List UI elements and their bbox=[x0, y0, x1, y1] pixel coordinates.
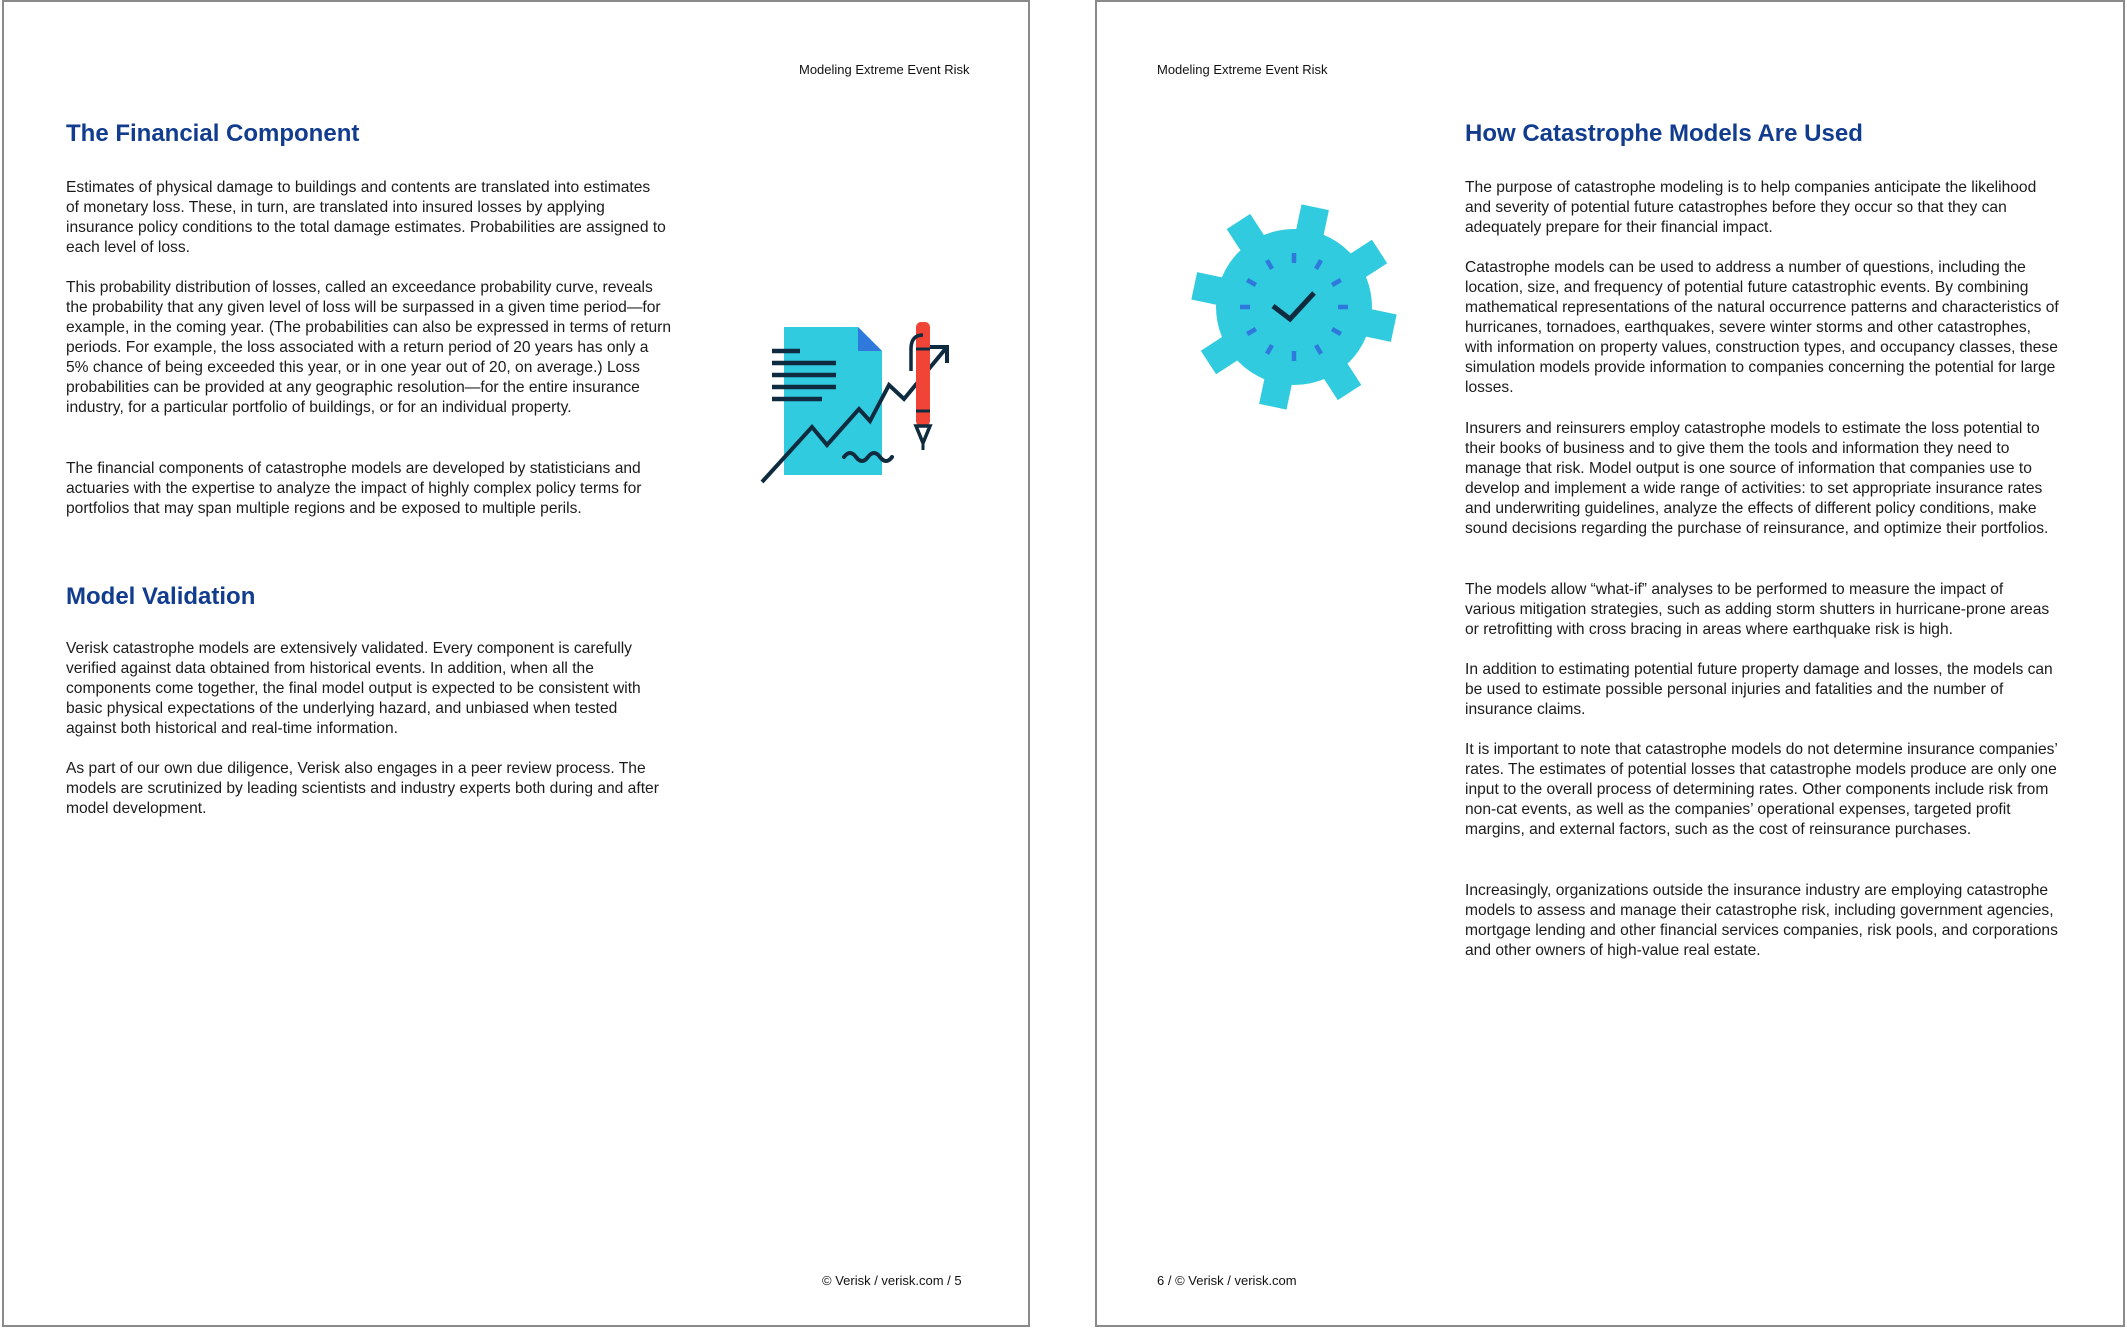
document-chart-pen-icon bbox=[752, 317, 977, 487]
footer: 6 / © Verisk / verisk.com bbox=[1157, 1273, 1297, 1288]
footer: © Verisk / verisk.com / 5 bbox=[822, 1273, 962, 1288]
paragraph-used-5: In addition to estimating potential future property damage and losses, the models can be used to estimate possible personal injuries and fatalities and the number of insurance claims. bbox=[1465, 661, 2053, 718]
paragraph-financial-1: Estimates of physical damage to buildings and contents are translated into estimates of monetary loss. These, in turn, are translated into insured losses by applying insurance policy conditions to the total damage estimates. Probabilities are assigned to each level of loss. bbox=[66, 179, 666, 256]
page-6 bbox=[1095, 0, 2125, 1327]
paragraph-financial-2: This probability distribution of losses, called an exceedance probability curve, reveals the probability that any given level of loss will be surpassed in a given time period—for example, in the coming year. (The probabilities can also be expressed in terms of return periods. For example, the loss associated with a return period of 20 years has only a 5% chance of being exceeded this year, or in one year out of 20, on average.) Loss probabilities can be provided at any geographic resolution—for the entire insurance industry, for a particular portfolio of buildings, or for an individual property. bbox=[66, 279, 671, 416]
running-head: Modeling Extreme Event Risk bbox=[1157, 62, 1328, 77]
heading-how-models-used: How Catastrophe Models Are Used bbox=[1465, 120, 1863, 147]
paragraph-used-2: Catastrophe models can be used to address a number of questions, including the location, size, and frequency of potential future catastrophic events. By combining mathematical representations of the natural occurrence patterns and characteristics of hurricanes, tornadoes, earthquakes, severe winter storms and other catastrophes, with information on property values, construction types, and occupancy classes, these simulation models provide information to companies concerning the potential for large losses. bbox=[1465, 259, 2059, 396]
running-head: Modeling Extreme Event Risk bbox=[799, 62, 970, 77]
heading-financial-component: The Financial Component bbox=[66, 120, 360, 147]
paragraph-used-7: Increasingly, organizations outside the insurance industry are employing catastrophe models to assess and manage their catastrophe risk, including government agencies, mortgage lending and other financial services companies, risk pools, and corporations and other owners of high-value real estate. bbox=[1465, 882, 2058, 959]
gear-clock-icon bbox=[1189, 202, 1399, 412]
paragraph-financial-3: The financial components of catastrophe models are developed by statisticians and actuaries with the expertise to analyze the impact of highly complex policy terms for portfolios that may span multiple regions and be exposed to multiple perils. bbox=[66, 460, 642, 517]
page-5 bbox=[2, 0, 1030, 1327]
paragraph-used-1: The purpose of catastrophe modeling is to help companies anticipate the likelihood and severity of potential future catastrophes before they occur so that they can adequately prepare for their financial impact. bbox=[1465, 179, 2037, 236]
paragraph-validation-1: Verisk catastrophe models are extensively validated. Every component is carefully verified against data obtained from historical events. In addition, when all the components come together, the final model output is expected to be consistent with basic physical expectations of the underlying hazard, and unbiased when tested against both historical and real-time information. bbox=[66, 640, 641, 737]
heading-model-validation: Model Validation bbox=[66, 583, 256, 610]
paragraph-used-6: It is important to note that catastrophe models do not determine insurance companies’ rates. The estimates of potential losses that catastrophe models produce are only one input to the overall process of determining rates. Other components include risk from non-cat events, as well as the companies’ operational expenses, targeted profit margins, and external factors, such as the cost of reinsurance purchases. bbox=[1465, 741, 2058, 838]
paragraph-validation-2: As part of our own due diligence, Verisk also engages in a peer review process. The models are scrutinized by leading scientists and industry experts both during and after model development. bbox=[66, 760, 659, 817]
paragraph-used-4: The models allow “what-if” analyses to be performed to measure the impact of various mitigation strategies, such as adding storm shutters in hurricane-prone areas or retrofitting with cross bracing in areas where earthquake risk is high. bbox=[1465, 581, 2050, 638]
paragraph-used-3: Insurers and reinsurers employ catastrophe models to estimate the loss potential to their books of business and to give them the tools and information they need to manage that risk. Model output is one source of information that companies use to develop and implement a wide range of activities: to set appropriate insurance rates and underwriting guidelines, analyze the effects of different policy conditions, make sound decisions regarding the purchase of reinsurance, and optimize their portfolios. bbox=[1465, 420, 2049, 537]
